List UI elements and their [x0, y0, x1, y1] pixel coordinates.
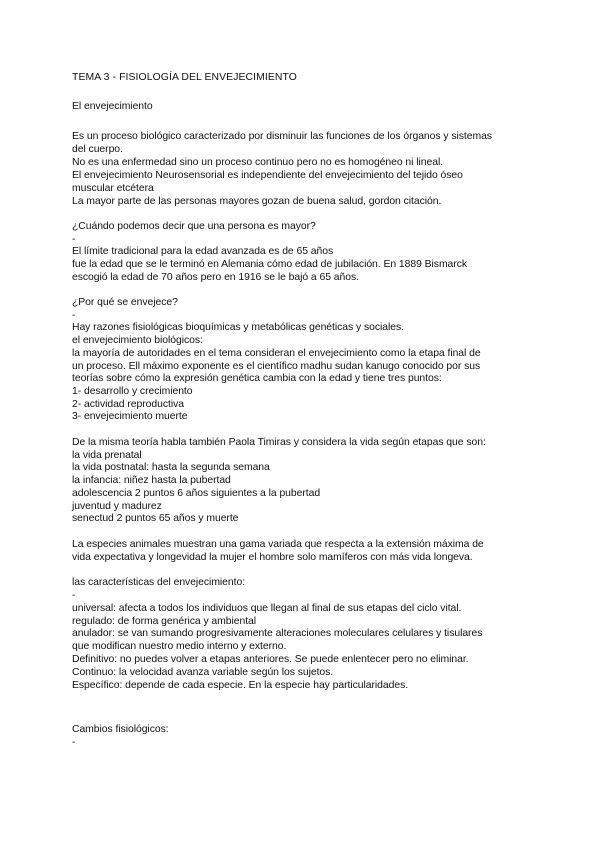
section-heading: El envejecimiento	[72, 101, 153, 112]
section-heading: Cambios fisiológicos:	[72, 724, 169, 735]
paragraph-line: Hay razones fisiológicas bioquímicas y metabólicas genéticas y sociales.	[72, 322, 404, 333]
document-title: TEMA 3 - FISIOLOGÍA DEL ENVEJECIMIENTO	[72, 72, 297, 83]
list-item: anulador: se van sumando progresivamente alteraciones moleculares celulares y tisulares	[72, 628, 483, 639]
paragraph-line: escogió la edad de 70 años pero en 1916 se le bajó a 65 años.	[72, 272, 359, 283]
list-item: juventud y madurez	[72, 501, 162, 512]
dash-line: -	[72, 737, 76, 748]
dash-line: -	[72, 590, 76, 601]
list-item: universal: afecta a todos los individuos que llegan al final de sus etapas del ciclo vital.	[72, 603, 462, 614]
question-heading: ¿Cuándo podemos decir que una persona es mayor?	[72, 221, 316, 232]
list-item: regulado: de forma genérica y ambiental	[72, 616, 257, 627]
paragraph-line: un proceso. Ell máximo exponente es el científico madhu sudan kanugo conocido por sus	[72, 361, 481, 372]
list-item: la infancia: niñez hasta la pubertad	[72, 475, 231, 486]
paragraph-line: El límite tradicional para la edad avanzada es de 65 años	[72, 246, 334, 257]
paragraph-line: muscular etcétera	[72, 183, 154, 194]
list-item: 3- envejecimiento muerte	[72, 411, 188, 422]
list-item: la vida prenatal	[72, 450, 142, 461]
paragraph-line: Es un proceso biológico caracterizado por disminuir las funciones de los órganos y sistemas	[72, 131, 492, 142]
list-item: Definitivo: no puedes volver a etapas anteriores. Se puede enlentecer pero no eliminar.	[72, 654, 469, 665]
paragraph-line: teorías sobre cómo la expresión genética cambia con la edad y tiene tres puntos:	[72, 373, 442, 384]
paragraph-line: el envejecimiento biológicos:	[72, 335, 203, 346]
list-item: que modifican nuestro medio interno y externo.	[72, 641, 287, 652]
paragraph-line: fue la edad que se le terminó en Alemania cómo edad de jubilación. En 1889 Bismarck	[72, 259, 467, 270]
list-item: senectud 2 puntos 65 años y muerte	[72, 513, 239, 524]
paragraph-line: vida expectativa y longevidad la mujer el hombre solo mamíferos con más vida longeva.	[72, 552, 473, 563]
list-item: Continuo: la velocidad avanza variable según los sujetos.	[72, 667, 334, 678]
paragraph-line: El envejecimiento Neurosensorial es independiente del envejecimiento del tejido óseo	[72, 170, 463, 181]
list-item: adolescencia 2 puntos 6 años siguientes a la pubertad	[72, 488, 321, 499]
dash-line: -	[72, 310, 76, 321]
paragraph-line: la mayoría de autoridades en el tema consideran el envejecimiento como la etapa final de	[72, 348, 481, 359]
paragraph-line: No es una enfermedad sino un proceso continuo pero no es homogéneo ni lineal.	[72, 157, 444, 168]
list-item: Específico: depende de cada especie. En la especie hay particularidades.	[72, 680, 409, 691]
paragraph-line: La mayor parte de las personas mayores gozan de buena salud, gordon citación.	[72, 196, 442, 207]
dash-line: -	[72, 234, 76, 245]
list-item: 1- desarrollo y crecimiento	[72, 386, 193, 397]
paragraph-line: del cuerpo.	[72, 144, 123, 155]
list-item: 2- actividad reproductiva	[72, 399, 184, 410]
question-heading: ¿Por qué se envejece?	[72, 297, 178, 308]
paragraph-line: De la misma teoría habla también Paola Timiras y considera la vida según etapas que son:	[72, 437, 486, 448]
paragraph-line: La especies animales muestran una gama variada que respecta a la extensión máxima de	[72, 539, 484, 550]
section-heading: las características del envejecimiento:	[72, 577, 246, 588]
list-item: la vida postnatal: hasta la segunda semana	[72, 462, 270, 473]
